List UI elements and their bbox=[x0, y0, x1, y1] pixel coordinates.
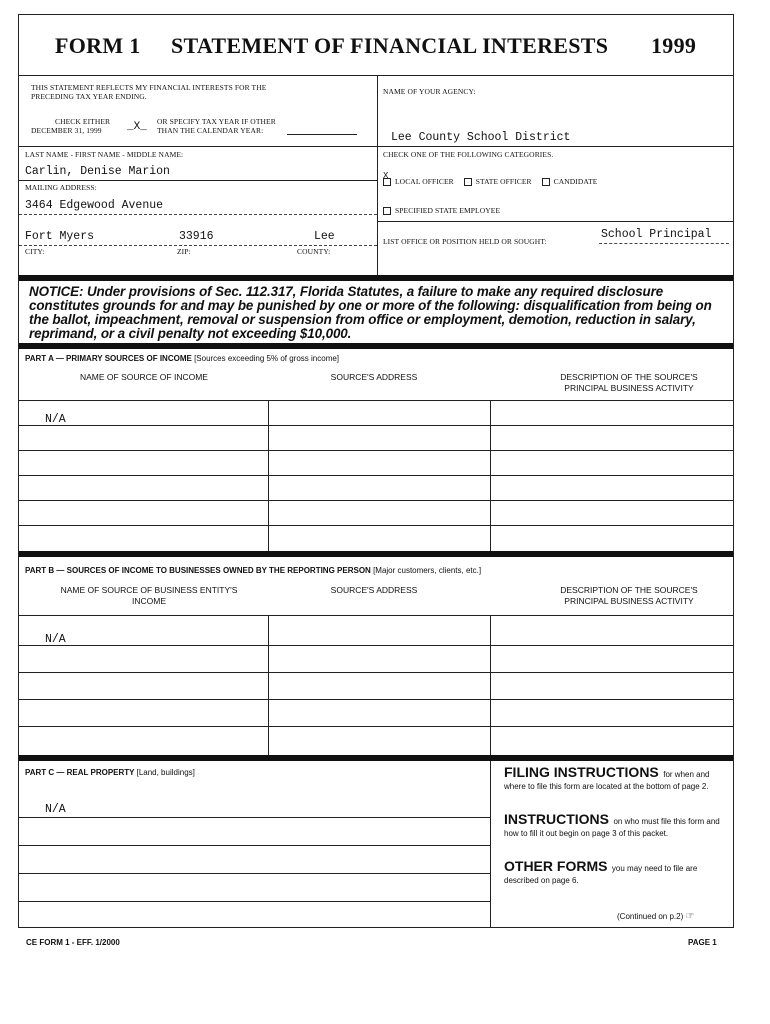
form-title: STATEMENT OF FINANCIAL INTERESTS bbox=[171, 33, 609, 58]
part-a-col1-head: NAME OF SOURCE OF INCOME bbox=[80, 372, 208, 382]
part-c-row-line bbox=[19, 873, 490, 874]
part-c-row-line bbox=[19, 817, 490, 818]
part-c-heading bbox=[25, 768, 195, 777]
title-divider bbox=[19, 75, 733, 76]
name-underline bbox=[19, 180, 377, 181]
zip-value[interactable]: 33916 bbox=[179, 230, 214, 243]
office-value[interactable]: School Principal bbox=[601, 228, 712, 241]
continued-text: (Continued on p.2) bbox=[617, 912, 684, 921]
part-b-row-line bbox=[19, 699, 733, 700]
mailing-value[interactable]: 3464 Edgewood Avenue bbox=[25, 199, 164, 212]
filing-instructions bbox=[504, 764, 726, 792]
part-b-entry[interactable]: N/A bbox=[45, 633, 66, 646]
part-c-entry[interactable]: N/A bbox=[45, 803, 66, 816]
tax-year-intro-line2: PRECEDING TAX YEAR ENDING. bbox=[31, 92, 147, 101]
part-b-col-divider2 bbox=[490, 615, 491, 755]
specify-tax-year-label bbox=[157, 117, 276, 135]
instructions-title: INSTRUCTIONS bbox=[504, 811, 609, 827]
footer-page-number: PAGE 1 bbox=[688, 938, 717, 947]
part-b-col-divider1 bbox=[268, 615, 269, 755]
county-label: COUNTY: bbox=[297, 247, 331, 256]
other-forms-block bbox=[504, 858, 726, 886]
check-either-label: CHECK EITHER bbox=[55, 117, 111, 126]
filing-instructions-title: FILING INSTRUCTIONS bbox=[504, 764, 659, 780]
agency-label: NAME OF YOUR AGENCY: bbox=[383, 87, 476, 96]
tax-year-intro-line1: THIS STATEMENT REFLECTS MY FINANCIAL INTERESTS FOR THE bbox=[31, 83, 267, 92]
part-a-header-line bbox=[19, 400, 733, 401]
part-b-row-line bbox=[19, 645, 733, 646]
candidate-label: CANDIDATE bbox=[553, 177, 598, 186]
form-number: FORM 1 bbox=[55, 33, 141, 58]
other-forms-text: you may need to file are described on page 6. bbox=[504, 864, 698, 885]
state-officer-label: STATE OFFICER bbox=[475, 177, 532, 186]
instructions-block bbox=[504, 811, 726, 839]
candidate-checkbox[interactable] bbox=[542, 178, 550, 186]
december-label: DECEMBER 31, 1999 bbox=[31, 126, 102, 135]
agency-underline bbox=[377, 146, 733, 147]
specified-employee-label: SPECIFIED STATE EMPLOYEE bbox=[395, 206, 501, 215]
part-b-heading bbox=[25, 566, 481, 575]
form-year: 1999 bbox=[651, 33, 697, 58]
filing-instructions-text: for when and where to file this form are located at the bottom of page 2. bbox=[504, 770, 710, 791]
part-b-header-line bbox=[19, 615, 733, 616]
name-divider bbox=[19, 146, 377, 147]
state-officer-checkbox[interactable] bbox=[464, 178, 472, 186]
part-a-row-line bbox=[19, 500, 733, 501]
categories-divider bbox=[377, 221, 733, 222]
part-b-col3-head: DESCRIPTION OF THE SOURCE'S PRINCIPAL BUSINESS ACTIVITY bbox=[560, 585, 698, 606]
part-a-row-line bbox=[19, 450, 733, 451]
part-b-row-line bbox=[19, 672, 733, 673]
name-value[interactable]: Carlin, Denise Marion bbox=[25, 165, 170, 178]
part-b-note: [Major customers, clients, etc.] bbox=[373, 566, 482, 575]
instructions-text: on who must file this form and how to fill it out begin on page 3 of this packet. bbox=[504, 817, 720, 838]
office-underline bbox=[599, 243, 729, 244]
part-b-bottom-bar bbox=[19, 755, 733, 761]
part-a-col3-head: DESCRIPTION OF THE SOURCE'S PRINCIPAL BUSINESS ACTIVITY bbox=[560, 372, 698, 393]
notice-text: NOTICE: Under provisions of Sec. 112.317, Florida Statutes, a failure to make any required disclosure constitutes grounds for and may be punished by one or more of the following: disqualification from being on the ballot, impeachment, removal or suspension from office or employment, demotion, reduction in salary, reprimand, or a civil penalty not exceeding $10,000. bbox=[29, 284, 712, 341]
categories-label: CHECK ONE OF THE FOLLOWING CATEGORIES. bbox=[383, 150, 554, 159]
footer-form-id: CE FORM 1 - EFF. 1/2000 bbox=[26, 938, 120, 947]
specify-line1: OR SPECIFY TAX YEAR IF OTHER bbox=[157, 117, 276, 126]
category-row bbox=[383, 171, 598, 186]
notice-top-bar bbox=[19, 275, 733, 281]
part-a-row-line bbox=[19, 425, 733, 426]
mailing-underline bbox=[19, 214, 377, 215]
part-a-heading bbox=[25, 354, 339, 363]
part-b-col1-head: NAME OF SOURCE OF BUSINESS ENTITY'S INCOME bbox=[60, 585, 238, 606]
part-a-entry[interactable]: N/A bbox=[45, 413, 66, 426]
pointing-hand-icon: ☞ bbox=[685, 911, 695, 922]
name-label: LAST NAME - FIRST NAME - MIDDLE NAME: bbox=[25, 150, 184, 159]
city-label: CITY: bbox=[25, 247, 45, 256]
city-underline bbox=[19, 245, 377, 246]
part-a-note: [Sources exceeding 5% of gross income] bbox=[194, 354, 340, 363]
agency-value[interactable]: Lee County School District bbox=[391, 131, 571, 144]
part-c-divider bbox=[490, 761, 491, 927]
part-a-row-line bbox=[19, 475, 733, 476]
calendar-year-check[interactable]: _X_ bbox=[127, 121, 147, 133]
specified-employee-checkbox[interactable] bbox=[383, 207, 391, 215]
part-a-col2-head: SOURCE'S ADDRESS bbox=[330, 372, 418, 382]
mailing-label: MAILING ADDRESS: bbox=[25, 183, 97, 192]
specify-line2: THAN THE CALENDAR YEAR: bbox=[157, 126, 264, 135]
header-column-divider bbox=[377, 75, 378, 275]
part-b-col2-head: SOURCE'S ADDRESS bbox=[330, 585, 418, 595]
local-officer-label: LOCAL OFFICER bbox=[395, 177, 454, 186]
part-c-row-line bbox=[19, 901, 490, 902]
specify-tax-year-field[interactable] bbox=[287, 134, 357, 135]
part-c-row-line bbox=[19, 845, 490, 846]
specified-employee-row bbox=[383, 206, 500, 215]
other-forms-title: OTHER FORMS bbox=[504, 858, 608, 874]
part-b-row-line bbox=[19, 726, 733, 727]
city-value[interactable]: Fort Myers bbox=[25, 230, 95, 243]
part-a-row-line bbox=[19, 525, 733, 526]
part-c-note: [Land, buildings] bbox=[136, 768, 195, 777]
county-value[interactable]: Lee bbox=[314, 230, 335, 243]
zip-label: ZIP: bbox=[177, 247, 191, 256]
local-officer-mark: X bbox=[383, 171, 389, 181]
notice-bottom-bar bbox=[19, 343, 733, 349]
part-a-title: PART A — PRIMARY SOURCES OF INCOME bbox=[25, 354, 192, 363]
part-b-title: PART B — SOURCES OF INCOME TO BUSINESSES OWNED BY THE REPORTING PERSON bbox=[25, 566, 371, 575]
continued-note bbox=[617, 911, 694, 922]
office-label: LIST OFFICE OR POSITION HELD OR SOUGHT: bbox=[383, 237, 547, 246]
financial-interests-form bbox=[18, 14, 734, 928]
part-a-bottom-bar bbox=[19, 551, 733, 557]
part-c-title: PART C — REAL PROPERTY bbox=[25, 768, 135, 777]
tax-year-intro bbox=[31, 83, 266, 101]
